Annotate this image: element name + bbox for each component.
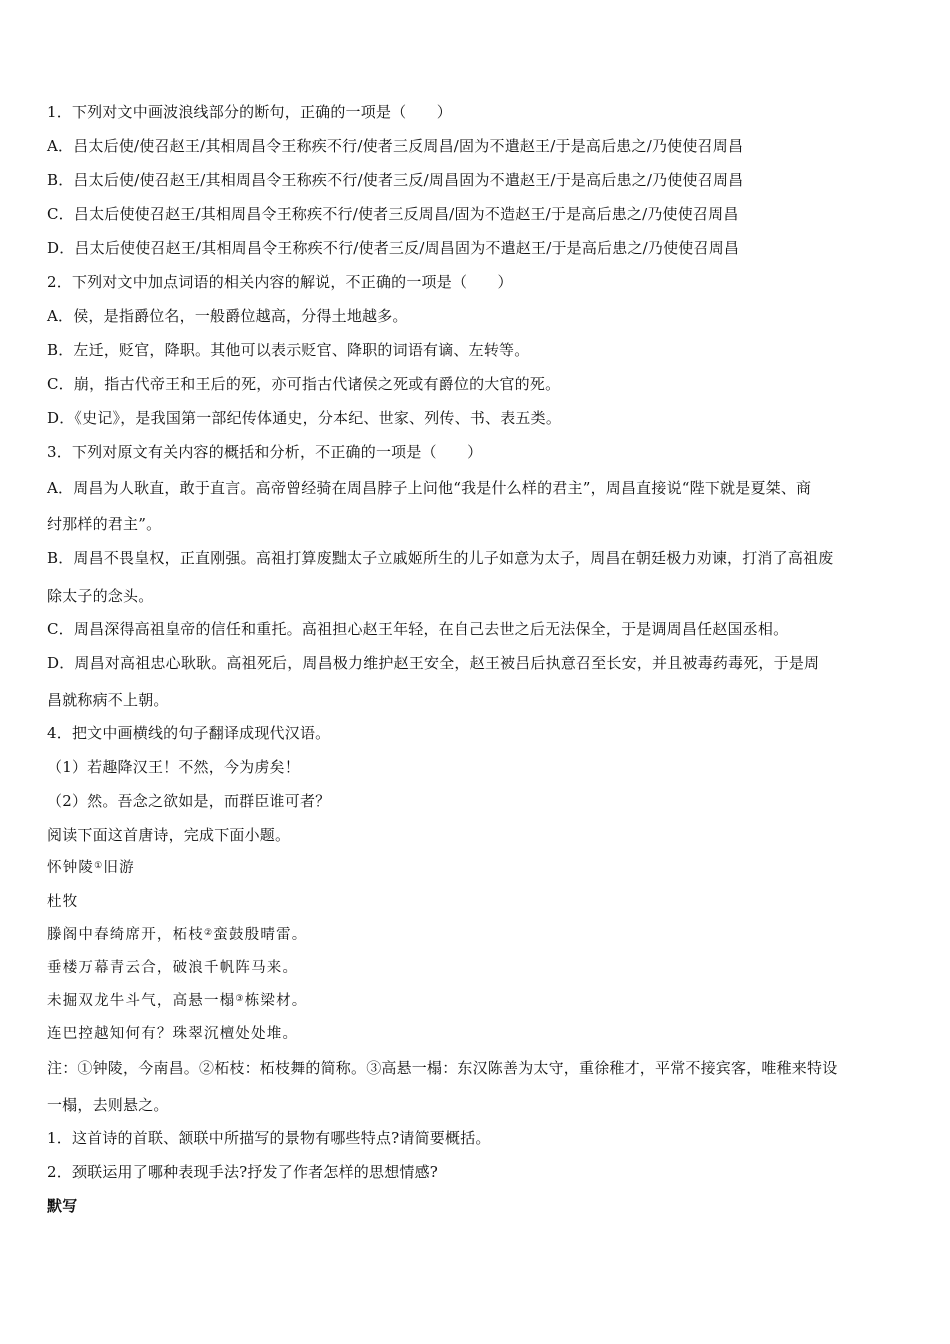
question-1-option-c: C．吕太后使使召赵王/其相周昌令王称疾不行/使者三反周昌/固为不造赵王/于是高后患之/乃使使召周昌	[47, 205, 739, 223]
poem-title-part-1: 怀钟陵	[47, 860, 95, 876]
question-3-option-d-line-1: D．周昌对高祖忠心耿耿。高祖死后，周昌极力维护赵王安全，赵王被吕后执意召至长安，并且被毒药毒死，于是周	[47, 654, 820, 672]
question-1-option-a: A．吕太后使/使召赵王/其相周昌令王称疾不行/使者三反周昌/固为不遣赵王/于是高后患之/乃使使召周昌	[47, 137, 744, 155]
question-1-option-b: B．吕太后使/使召赵王/其相周昌令王称疾不行/使者三反/周昌固为不遣赵王/于是高后患之/乃使使召周昌	[47, 171, 744, 189]
poem-line-1	[47, 925, 307, 945]
poem-line-1-part-1: 滕阁中春绮席开，柘枝	[47, 927, 204, 943]
question-3-option-a-line-1: A．周昌为人耿直，敢于直言。高帝曾经骑在周昌脖子上问他“我是什么样的君主”，周昌直接说“陛下就是夏桀、商	[47, 479, 812, 497]
question-4-stem: 4．把文中画横线的句子翻译成现代汉语。	[47, 724, 331, 742]
poem-question-1: 1．这首诗的首联、颔联中所描写的景物有哪些特点?请简要概括。	[47, 1129, 491, 1147]
question-2-option-c: C．崩，指古代帝王和王后的死，亦可指古代诸侯之死或有爵位的大官的死。	[47, 375, 561, 393]
question-3-option-c: C．周昌深得高祖皇帝的信任和重托。高祖担心赵王年轻，在自己去世之后无法保全，于是调周昌任赵国丞相。	[47, 620, 789, 638]
question-3-stem: 3．下列对原文有关内容的概括和分析，不正确的一项是（ ）	[47, 443, 483, 461]
question-2-option-b: B．左迁，贬官，降职。其他可以表示贬官、降职的词语有谪、左转等。	[47, 341, 530, 359]
poem-line-3	[47, 991, 308, 1011]
question-3-option-b-line-2: 除太子的念头。	[47, 587, 154, 605]
poem-notes-line-1: 注：①钟陵，今南昌。②柘枝：柘枝舞的简称。③高悬一榻：东汉陈善为太守，重徐稚才，平常不接宾客，唯稚来特设	[47, 1059, 838, 1077]
poem-title-part-2: 旧游	[103, 860, 135, 876]
question-2-option-d: D．《史记》，是我国第一部纪传体通史，分本纪、世家、列传、书、表五类。	[47, 409, 562, 427]
question-4-sentence-2: （2）然。吾念之欲如是，而群臣谁可者？	[47, 792, 331, 810]
question-3-option-d-line-2: 昌就称病不上朝。	[47, 691, 169, 709]
question-2-option-a: A．侯，是指爵位名，一般爵位越高，分得土地越多。	[47, 307, 408, 325]
question-1-stem: 1．下列对文中画波浪线部分的断句，正确的一项是（ ）	[47, 103, 452, 121]
poem-question-2: 2．颈联运用了哪种表现手法?抒发了作者怎样的思想情感?	[47, 1163, 439, 1181]
section-heading-dictation: 默写	[47, 1197, 78, 1215]
poem-line-2: 垂楼万幕青云合，破浪千帆阵马来。	[47, 960, 299, 976]
question-2-stem: 2．下列对文中加点词语的相关内容的解说，不正确的一项是（ ）	[47, 273, 513, 291]
question-1-option-d: D．吕太后使使召赵王/其相周昌令王称疾不行/使者三反/周昌固为不遣赵王/于是高后患之/乃使使召周昌	[47, 239, 740, 257]
reading-intro: 阅读下面这首唐诗，完成下面小题。	[47, 826, 291, 844]
poem-line-3-part-1: 未掘双龙牛斗气，高悬一榻	[47, 993, 236, 1009]
question-4-sentence-1: （1）若趣降汉王！不然，今为虏矣！	[47, 758, 300, 776]
poem-title	[47, 858, 135, 878]
poem-title-note-marker: ①	[94, 861, 104, 871]
question-3-option-a-line-2: 纣那样的君主”。	[47, 515, 162, 533]
poem-line-1-note-marker: ②	[204, 928, 214, 938]
poem-line-4: 连巴控越知何有？珠翠沉檀处处堆。	[47, 1026, 299, 1042]
question-3-option-b-line-1: B．周昌不畏皇权，正直刚强。高祖打算废黜太子立戚姬所生的儿子如意为太子，周昌在朝廷极力劝谏，打消了高祖废	[47, 549, 834, 567]
poem-line-3-part-2: 栋梁材。	[244, 993, 308, 1009]
poem-line-3-note-marker: ③	[235, 994, 245, 1004]
poem-author: 杜牧	[47, 894, 79, 910]
poem-notes-line-2: 一榻，去则悬之。	[47, 1096, 169, 1114]
poem-line-1-part-2: 蛮鼓殷晴雷。	[213, 927, 308, 943]
